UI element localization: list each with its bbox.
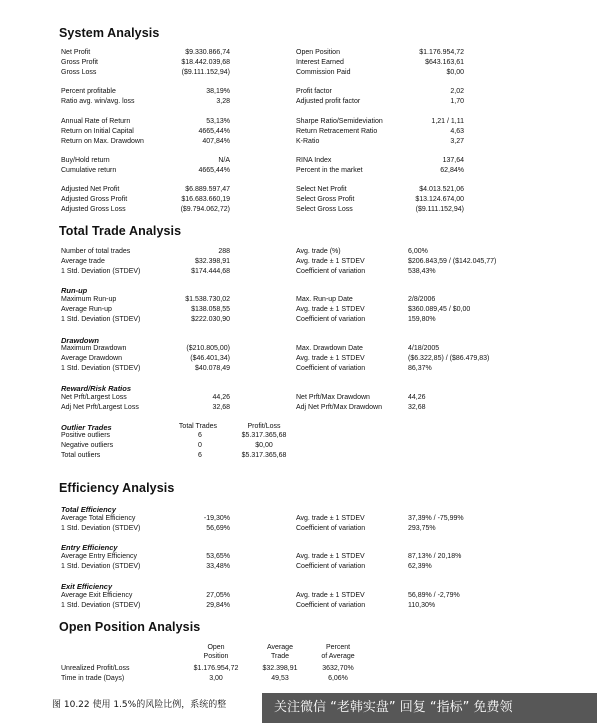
row-value-right: 86,37% <box>408 365 432 372</box>
table-row <box>0 524 597 534</box>
table-row <box>0 514 597 524</box>
row-label-right: Interest Earned <box>296 59 344 66</box>
open-col-header-line: Trade <box>270 653 290 660</box>
table-row <box>0 48 597 58</box>
table-row <box>0 68 597 78</box>
row-value-right: $0,00 <box>446 69 464 76</box>
row-label-right: Select Gross Profit <box>296 196 355 203</box>
row-label: Net Prft/Largest Loss <box>61 394 127 401</box>
row-value-right: $13.124.674,00 <box>415 196 464 203</box>
row-value: 33,48% <box>206 563 230 570</box>
open-col-header-line: Percent <box>325 644 351 651</box>
row-value-right: ($9.111.152,94) <box>415 206 464 213</box>
row-value-right: 44,26 <box>408 394 426 401</box>
watermark-banner: 关注微信 “老韩实盘” 回复 “指标” 免费领 <box>262 693 597 723</box>
open-col-header-line: Open <box>207 644 225 651</box>
row-label-right: Max. Drawdown Date <box>296 345 363 352</box>
row-label: Average Run-up <box>61 306 112 313</box>
row-label-right: Coefficient of variation <box>296 268 366 275</box>
row-value: 4665,44% <box>198 128 230 135</box>
total-trade-analysis-title: Total Trade Analysis <box>59 224 182 238</box>
row-value-right: 62,84% <box>440 167 464 174</box>
table-row <box>0 441 597 451</box>
table-row <box>0 247 597 257</box>
table-row <box>0 137 597 147</box>
row-value: -19,30% <box>203 515 230 522</box>
row-label: Negative outliers <box>61 442 114 449</box>
open-cell-value: 3632,70% <box>322 665 354 672</box>
row-value: ($9.794.062,72) <box>180 206 230 213</box>
row-label: Time in trade (Days) <box>61 675 125 682</box>
row-value-right: 2/8/2006 <box>408 296 436 303</box>
open-col-header <box>250 643 310 661</box>
row-label-right: Avg. trade ± 1 STDEV <box>296 553 365 560</box>
row-label: Cumulative return <box>61 167 117 174</box>
row-value-right: 1,70 <box>450 98 464 105</box>
row-value: $138.058,55 <box>191 306 230 313</box>
table-row <box>0 166 597 176</box>
row-value-right: 110,30% <box>408 602 436 609</box>
row-value-right: 538,43% <box>408 268 436 275</box>
row-label: 1 Std. Deviation (STDEV) <box>61 525 141 532</box>
row-value: N/A <box>218 157 230 164</box>
open-col-header <box>308 643 368 661</box>
figure-caption: 图 10.22 使用 1.5%的风险比例，系统的整 <box>52 700 227 710</box>
row-label-right: Sharpe Ratio/Semideviation <box>296 118 383 125</box>
row-value-right: 4,63 <box>450 128 464 135</box>
row-value: 288 <box>218 248 230 255</box>
outlier-trades-subtitle: Outlier Trades <box>61 423 112 432</box>
outlier-pl-value: $0,00 <box>255 442 273 449</box>
row-value: 407,84% <box>202 138 230 145</box>
row-label-right: Select Gross Loss <box>296 206 353 213</box>
table-row <box>0 451 597 461</box>
row-value-right: 2,02 <box>450 88 464 95</box>
row-value-right: 62,39% <box>408 563 432 570</box>
row-label-right: Return Retracement Ratio <box>296 128 378 135</box>
row-value: 29,84% <box>206 602 230 609</box>
row-value: $6.889.597,47 <box>185 186 230 193</box>
row-label-right: Coefficient of variation <box>296 365 366 372</box>
row-label-right: Avg. trade ± 1 STDEV <box>296 306 365 313</box>
row-label: Gross Loss <box>61 69 97 76</box>
row-label: Unrealized Profit/Loss <box>61 665 130 672</box>
row-value-right: ($6.322,85) / ($86.479,83) <box>408 355 490 362</box>
row-value: $9.330.866,74 <box>185 49 230 56</box>
table-row <box>0 117 597 127</box>
table-row <box>0 58 597 68</box>
row-label: Return on Max. Drawdown <box>61 138 144 145</box>
table-row <box>0 664 597 674</box>
row-value-right: $1.176.954,72 <box>419 49 464 56</box>
row-label: 1 Std. Deviation (STDEV) <box>61 316 141 323</box>
row-label-right: Coefficient of variation <box>296 563 366 570</box>
row-label: Average trade <box>61 258 105 265</box>
table-row <box>0 591 597 601</box>
outlier-trades-value: 0 <box>198 442 202 449</box>
row-label: Adj Net Prft/Largest Loss <box>61 404 139 411</box>
outlier-trades-value: 6 <box>198 452 202 459</box>
row-label-right: Net Prft/Max Drawdown <box>296 394 370 401</box>
row-label: 1 Std. Deviation (STDEV) <box>61 365 141 372</box>
table-row <box>0 185 597 195</box>
table-row <box>0 305 597 315</box>
row-value-right: 32,68 <box>408 404 426 411</box>
row-label-right: Avg. trade ± 1 STDEV <box>296 592 365 599</box>
row-value-right: 56,89% / -2,79% <box>408 592 460 599</box>
row-value-right: 293,75% <box>408 525 436 532</box>
row-value: 56,69% <box>206 525 230 532</box>
row-label: 1 Std. Deviation (STDEV) <box>61 602 141 609</box>
row-label-right: Profit factor <box>296 88 332 95</box>
open-col-header-line: of Average <box>321 653 355 660</box>
row-value: 4665,44% <box>198 167 230 174</box>
row-value-right: $4.013.521,06 <box>419 186 464 193</box>
table-row <box>0 354 597 364</box>
row-value: 53,65% <box>206 553 230 560</box>
row-label-right: Percent in the market <box>296 167 363 174</box>
row-value: $32.398,91 <box>194 258 230 265</box>
reward-risk-subtitle: Reward/Risk Ratios <box>61 384 132 393</box>
row-value-right: $643.163,61 <box>425 59 464 66</box>
table-row <box>0 403 597 413</box>
row-label: Ratio avg. win/avg. loss <box>61 98 135 105</box>
row-value: ($210.805,00) <box>186 345 230 352</box>
outlier-col-total-trades: Total Trades <box>178 423 218 430</box>
table-row <box>0 431 597 441</box>
row-value: 38,19% <box>206 88 230 95</box>
table-row <box>0 601 597 611</box>
row-label-right: Avg. trade ± 1 STDEV <box>296 355 365 362</box>
table-row <box>0 87 597 97</box>
open-cell-value: 49,53 <box>271 675 289 682</box>
table-row <box>0 344 597 354</box>
row-value: 32,68 <box>212 404 230 411</box>
table-row <box>0 393 597 403</box>
row-label-right: Open Position <box>296 49 340 56</box>
open-cell-value: $32.398,91 <box>262 665 298 672</box>
row-label: Buy/Hold return <box>61 157 110 164</box>
table-row <box>0 295 597 305</box>
efficiency-subtitle: Exit Efficiency <box>61 582 113 591</box>
table-row <box>0 205 597 215</box>
drawdown-subtitle: Drawdown <box>61 336 99 345</box>
row-value-right: 4/18/2005 <box>408 345 440 352</box>
row-value-right: 159,80% <box>408 316 436 323</box>
table-row <box>0 315 597 325</box>
row-value: $222.030,90 <box>191 316 230 323</box>
row-value: $40.078,49 <box>194 365 230 372</box>
runup-subtitle: Run-up <box>61 286 88 295</box>
row-value: 44,26 <box>212 394 230 401</box>
open-col-header-line: Position <box>203 653 229 660</box>
table-row <box>0 127 597 137</box>
open-position-analysis-title: Open Position Analysis <box>59 620 201 634</box>
open-cell-value: $1.176.954,72 <box>193 665 239 672</box>
row-label-right: Avg. trade (%) <box>296 248 341 255</box>
open-cell-value: 3,00 <box>209 675 223 682</box>
row-label: Return on Initial Capital <box>61 128 134 135</box>
row-value: $1.538.730,02 <box>185 296 230 303</box>
row-label: Average Exit Efficiency <box>61 592 133 599</box>
table-row <box>0 364 597 374</box>
row-value: ($9.111.152,94) <box>181 69 230 76</box>
row-value: 53,13% <box>206 118 230 125</box>
efficiency-subtitle: Total Efficiency <box>61 505 117 514</box>
table-row <box>0 156 597 166</box>
row-value: 3,28 <box>216 98 230 105</box>
row-value-right: $360.089,45 / $0,00 <box>408 306 471 313</box>
outlier-pl-value: $5.317.365,68 <box>241 432 287 439</box>
open-cell-value: 6,06% <box>328 675 348 682</box>
row-label: Maximum Drawdown <box>61 345 127 352</box>
row-value-right: 1,21 / 1,11 <box>431 118 464 125</box>
row-value-right: 87,13% / 20,18% <box>408 553 462 560</box>
row-label: Adjusted Gross Loss <box>61 206 126 213</box>
row-label-right: Coefficient of variation <box>296 525 366 532</box>
row-label: Gross Profit <box>61 59 98 66</box>
efficiency-subtitle: Entry Efficiency <box>61 543 118 552</box>
row-label: Adjusted Net Profit <box>61 186 120 193</box>
table-row <box>0 195 597 205</box>
row-label: Average Entry Efficiency <box>61 553 138 560</box>
row-label-right: Avg. trade ± 1 STDEV <box>296 258 365 265</box>
row-value: $18.442.039,68 <box>181 59 230 66</box>
row-label: 1 Std. Deviation (STDEV) <box>61 268 141 275</box>
row-value: $16.683.660,19 <box>181 196 230 203</box>
outlier-pl-value: $5.317.365,68 <box>241 452 287 459</box>
row-label-right: Commission Paid <box>296 69 351 76</box>
table-row <box>0 562 597 572</box>
row-label: Total outliers <box>61 452 101 459</box>
row-value-right: 6,00% <box>408 248 428 255</box>
row-label: Adjusted Gross Profit <box>61 196 128 203</box>
row-label-right: Select Net Profit <box>296 186 347 193</box>
row-label: Average Total Efficiency <box>61 515 136 522</box>
table-row <box>0 552 597 562</box>
row-label: Percent profitable <box>61 88 116 95</box>
row-label-right: RINA Index <box>296 157 332 164</box>
row-label-right: Adjusted profit factor <box>296 98 361 105</box>
row-label-right: Adj Net Prft/Max Drawdown <box>296 404 382 411</box>
row-value: $174.444,68 <box>191 268 230 275</box>
open-col-header-line: Average <box>267 644 293 651</box>
open-col-header <box>186 643 246 661</box>
row-value-right: 37,39% / -75,99% <box>408 515 464 522</box>
table-row <box>0 257 597 267</box>
row-label-right: K-Ratio <box>296 138 320 145</box>
row-label-right: Coefficient of variation <box>296 602 366 609</box>
row-value-right: 3,27 <box>450 138 464 145</box>
row-value-right: $206.843,59 / ($142.045,77) <box>408 258 497 265</box>
row-label: Positive outliers <box>61 432 111 439</box>
table-row <box>0 267 597 277</box>
row-label: 1 Std. Deviation (STDEV) <box>61 563 141 570</box>
row-label: Net Profit <box>61 49 91 56</box>
outlier-col-profit-loss: Profit/Loss <box>247 423 281 430</box>
efficiency-analysis-title: Efficiency Analysis <box>59 481 175 495</box>
row-value: ($46.401,34) <box>190 355 230 362</box>
row-value-right: 137,64 <box>442 157 464 164</box>
system-analysis-title: System Analysis <box>59 26 160 40</box>
row-label: Maximum Run-up <box>61 296 117 303</box>
row-label: Number of total trades <box>61 248 131 255</box>
row-label: Annual Rate of Return <box>61 118 131 125</box>
row-label-right: Max. Run-up Date <box>296 296 353 303</box>
row-value: 27,05% <box>206 592 230 599</box>
outlier-trades-value: 6 <box>198 432 202 439</box>
table-row <box>0 674 597 684</box>
row-label-right: Coefficient of variation <box>296 316 366 323</box>
table-row <box>0 97 597 107</box>
row-label-right: Avg. trade ± 1 STDEV <box>296 515 365 522</box>
row-label: Average Drawdown <box>61 355 122 362</box>
